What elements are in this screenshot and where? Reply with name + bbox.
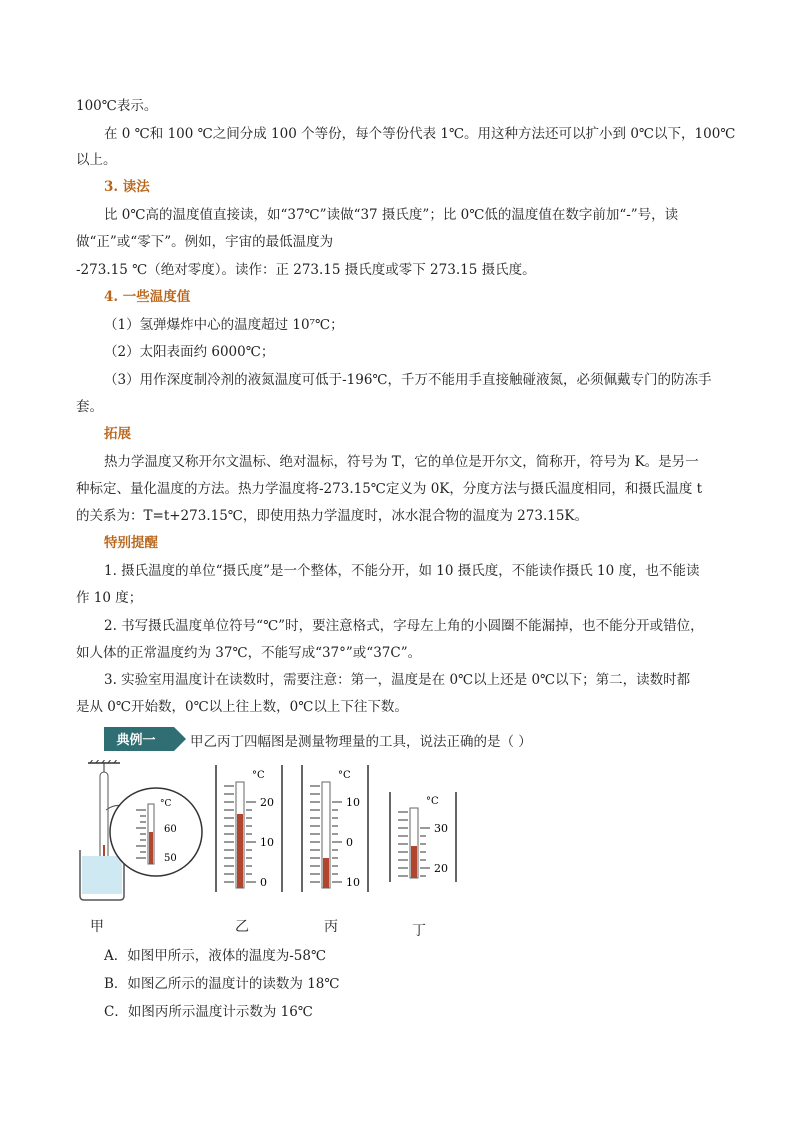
thermometer-yi [216, 765, 282, 892]
section-heading: 3. 读法 [104, 179, 150, 195]
text-line: 种标定、量化温度的方法。热力学温度将-273.15℃定义为 0K，分度方法与摄氏温度相同，和摄氏温度 t [76, 481, 703, 497]
section-heading: 4. 一些温度值 [104, 289, 191, 305]
text-line: （1）氢弹爆炸中心的温度超过 10⁷℃； [104, 317, 344, 333]
figure-label-jia: 甲 [90, 919, 104, 935]
text-line: 3. 实验室用温度计在读数时，需要注意：第一，温度是在 0℃以上还是 0℃以下；第二，读数时都 [104, 672, 691, 688]
option-a[interactable]: A．如图甲所示，液体的温度为-58℃ [104, 948, 327, 964]
svg-text:20: 20 [260, 796, 274, 809]
option-c[interactable]: C．如图丙所示温度计示数为 16℃ [104, 1004, 313, 1020]
text-line: 套。 [76, 399, 103, 415]
example-badge [104, 727, 186, 751]
svg-text:°C: °C [338, 770, 351, 781]
option-b[interactable]: B．如图乙所示的温度计的读数为 18℃ [104, 976, 340, 992]
text-line: 做“正”或“零下”。例如，宇宙的最低温度为 [76, 234, 334, 250]
svg-text:60: 60 [164, 824, 177, 835]
section-heading: 特别提醒 [104, 535, 158, 551]
section-heading: 拓展 [104, 426, 131, 442]
thermometer-figure [76, 760, 476, 945]
svg-text:°C: °C [160, 799, 172, 809]
svg-text:0: 0 [260, 876, 267, 889]
text-line: 作 10 度； [76, 590, 143, 606]
svg-text:°C: °C [426, 796, 439, 807]
svg-text:°C: °C [252, 770, 265, 781]
text-line: 2. 书写摄氏温度单位符号“℃”时，要注意格式，字母左上角的小圆圈不能漏掉，也不能分开或错位， [104, 618, 704, 634]
text-line: 以上。 [76, 152, 117, 168]
svg-text:20: 20 [434, 862, 448, 875]
figure-label-yi: 乙 [235, 919, 249, 935]
svg-text:10: 10 [346, 876, 360, 889]
svg-text:50: 50 [164, 853, 177, 864]
figure-label-ding: 丁 [412, 923, 426, 939]
text-line: （3）用作深度制冷剂的液氮温度可低于-196℃，千万不能用手直接触碰液氮，必须佩戴专门的防冻手 [104, 372, 712, 388]
text-line: 比 0℃高的温度值直接读，如“37℃”读做“37 摄氏度”；比 0℃低的温度值在数字前加“-”号，读 [104, 207, 679, 223]
svg-text:10: 10 [260, 836, 274, 849]
text-line: 是从 0℃开始数，0℃以上往上数，0℃以上下往下数。 [76, 699, 408, 715]
svg-text:30: 30 [434, 822, 448, 835]
example-question: 甲乙丙丁四幅图是测量物理量的工具，说法正确的是（ ） [190, 734, 532, 750]
text-line: 如人体的正常温度约为 37℃，不能写成“37°”或“37C”。 [76, 645, 422, 661]
thermometer-ding [390, 792, 456, 882]
text-line: 在 0 ℃和 100 ℃之间分成 100 个等份，每个等份代表 1℃。用这种方法还可以扩小到 0℃以下，100℃ [104, 126, 736, 142]
text-line: 的关系为：T=t+273.15℃，即使用热力学温度时，冰水混合物的温度为 273.15K。 [76, 508, 589, 524]
thermometer-bing [302, 765, 368, 892]
text-line: 热力学温度又称开尔文温标、绝对温标，符号为 T，它的单位是开尔文，简称开，符号为 K。是另一 [104, 454, 699, 470]
thermometer-jia [80, 760, 202, 900]
svg-text:10: 10 [346, 796, 360, 809]
example-badge-label: 典例一 [116, 733, 156, 748]
text-line: 100℃表示。 [76, 98, 158, 114]
text-line: -273.15 ℃（绝对零度）。读作：正 273.15 摄氏度或零下 273.15 摄氏度。 [76, 262, 536, 278]
text-line: （2）太阳表面约 6000℃； [104, 344, 275, 360]
text-line: 1. 摄氏温度的单位“摄氏度”是一个整体，不能分开，如 10 摄氏度，不能读作摄氏 10 度，也不能读 [104, 563, 700, 579]
svg-text:0: 0 [346, 836, 353, 849]
figure-label-bing: 丙 [324, 919, 338, 935]
